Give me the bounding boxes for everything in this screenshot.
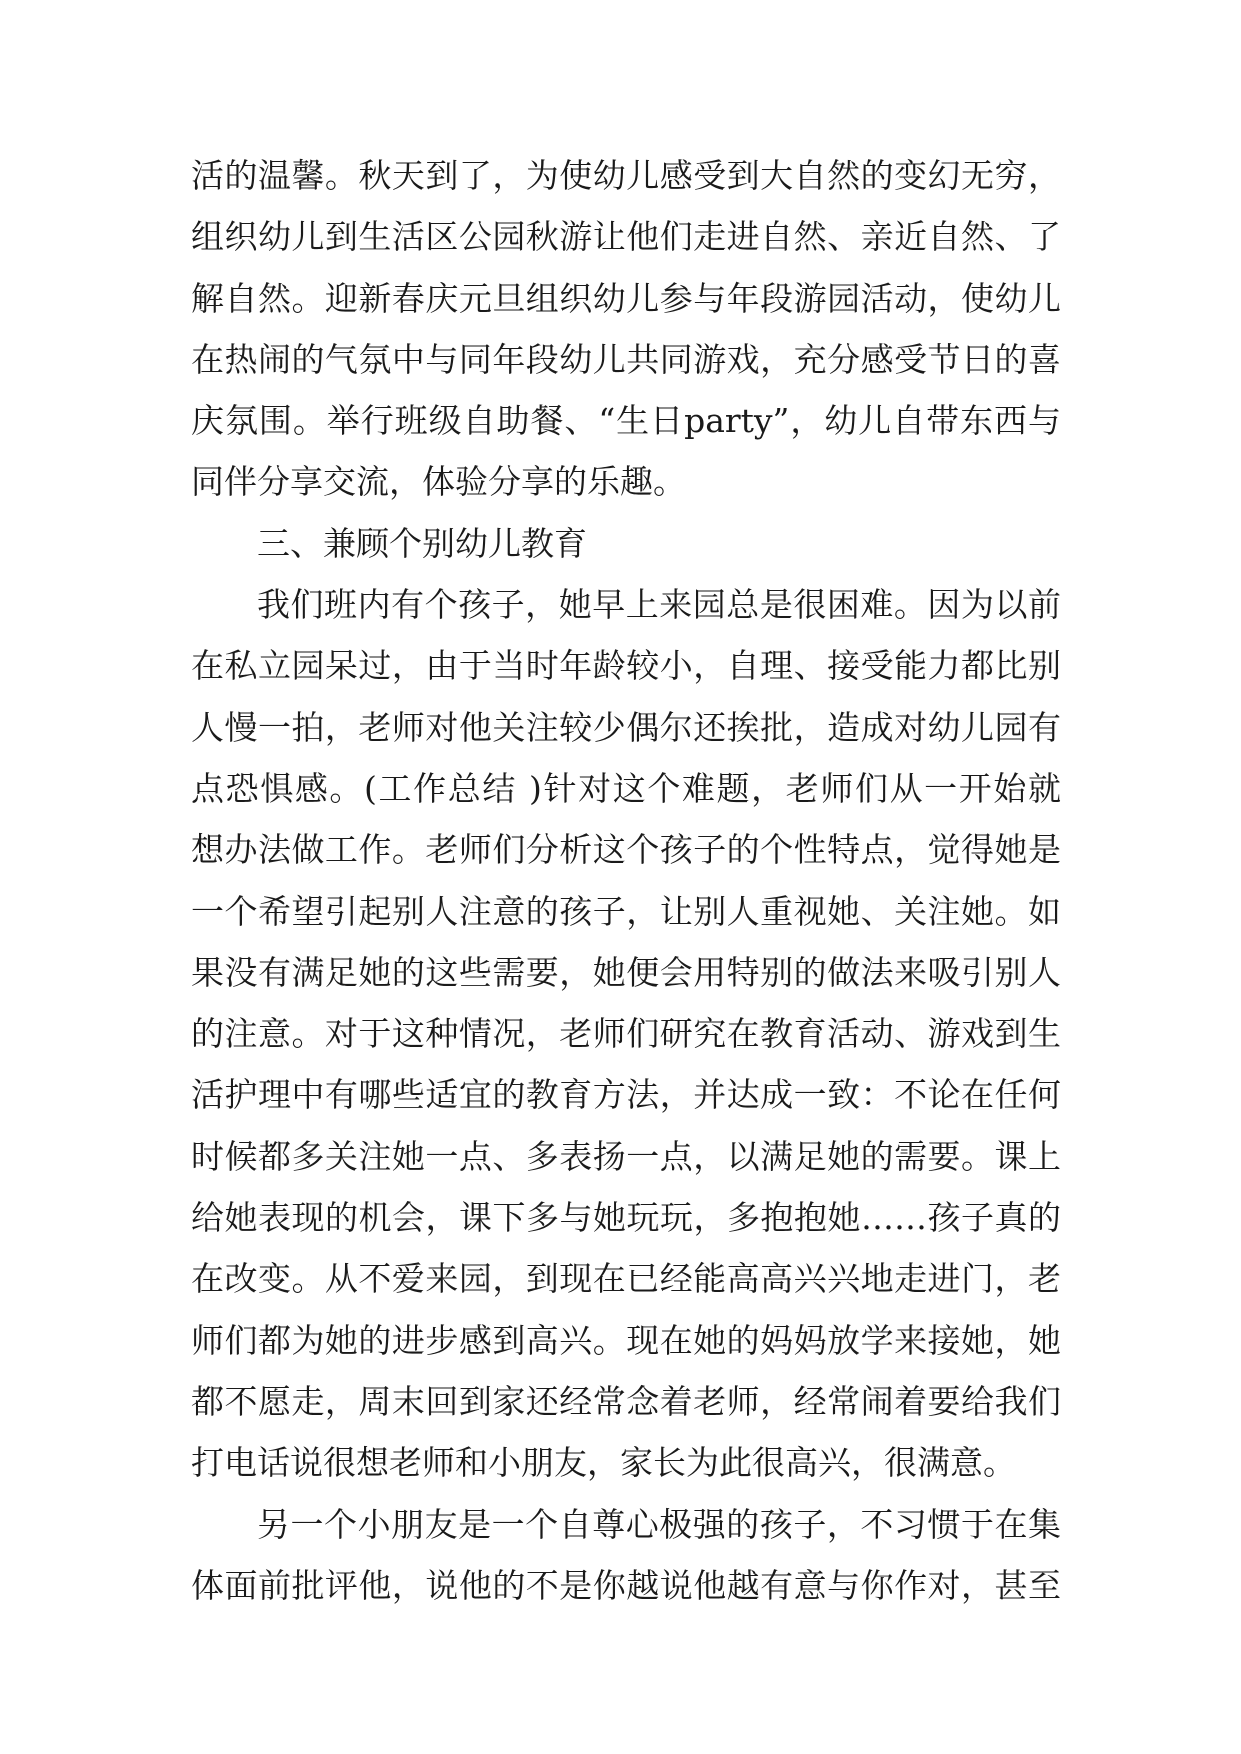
text-line: 在改变。从不爱来园，到现在已经能高高兴兴地走进门，老: [191, 1259, 1061, 1299]
text-line: 人慢一拍，老师对他关注较少偶尔还挨批，造成对幼儿园有: [191, 707, 1061, 747]
text-line: 在私立园呆过，由于当时年龄较小，自理、接受能力都比别: [191, 646, 1061, 686]
text-line: 在热闹的气氛中与同年段幼儿共同游戏，充分感受节日的喜: [191, 339, 1061, 379]
text-line: 体面前批评他，说他的不是你越说他越有意与你作对，甚至: [191, 1565, 1061, 1605]
text-line: 点恐惧感。(工作总结 )针对这个难题，老师们从一开始就: [191, 768, 1061, 808]
text-line: 果没有满足她的这些需要，她便会用特别的做法来吸引别人: [191, 952, 1061, 992]
text-line: 时候都多关注她一点、多表扬一点，以满足她的需要。课上: [191, 1136, 1061, 1176]
text-line: 活的温馨。秋天到了，为使幼儿感受到大自然的变幻无穷，: [191, 156, 1061, 195]
paragraph-first-line: 我们班内有个孩子，她早上来园总是很困难。因为以前: [257, 585, 1061, 625]
text-line: 同伴分享交流，体验分享的乐趣。: [191, 462, 686, 502]
text-line: 一个希望引起别人注意的孩子，让别人重视她、关注她。如: [191, 891, 1061, 931]
text-line: 师们都为她的进步感到高兴。现在她的妈妈放学来接她，她: [191, 1320, 1061, 1360]
section-heading: 三、兼顾个别幼儿教育: [257, 523, 587, 563]
text-line: 庆氛围。举行班级自助餐、“生日party”，幼儿自带东西与: [191, 401, 1061, 441]
text-line: 想办法做工作。老师们分析这个孩子的个性特点，觉得她是: [191, 830, 1061, 870]
paragraph-first-line: 另一个小朋友是一个自尊心极强的孩子，不习惯于在集: [257, 1504, 1061, 1544]
text-line: 给她表现的机会，课下多与她玩玩，多抱抱她……孩子真的: [191, 1198, 1061, 1238]
body-text: [191, 145, 1061, 1616]
text-line: 解自然。迎新春庆元旦组织幼儿参与年段游园活动，使幼儿: [191, 278, 1061, 318]
text-line: 打电话说很想老师和小朋友，家长为此很高兴，很满意。: [191, 1443, 1016, 1483]
text-line: 的注意。对于这种情况，老师们研究在教育活动、游戏到生: [191, 1014, 1061, 1054]
text-line: 活护理中有哪些适宜的教育方法，并达成一致：不论在任何: [191, 1075, 1061, 1115]
text-line: 都不愿走，周末回到家还经常念着老师，经常闹着要给我们: [191, 1381, 1061, 1421]
text-line: 组织幼儿到生活区公园秋游让他们走进自然、亲近自然、了: [191, 217, 1061, 257]
